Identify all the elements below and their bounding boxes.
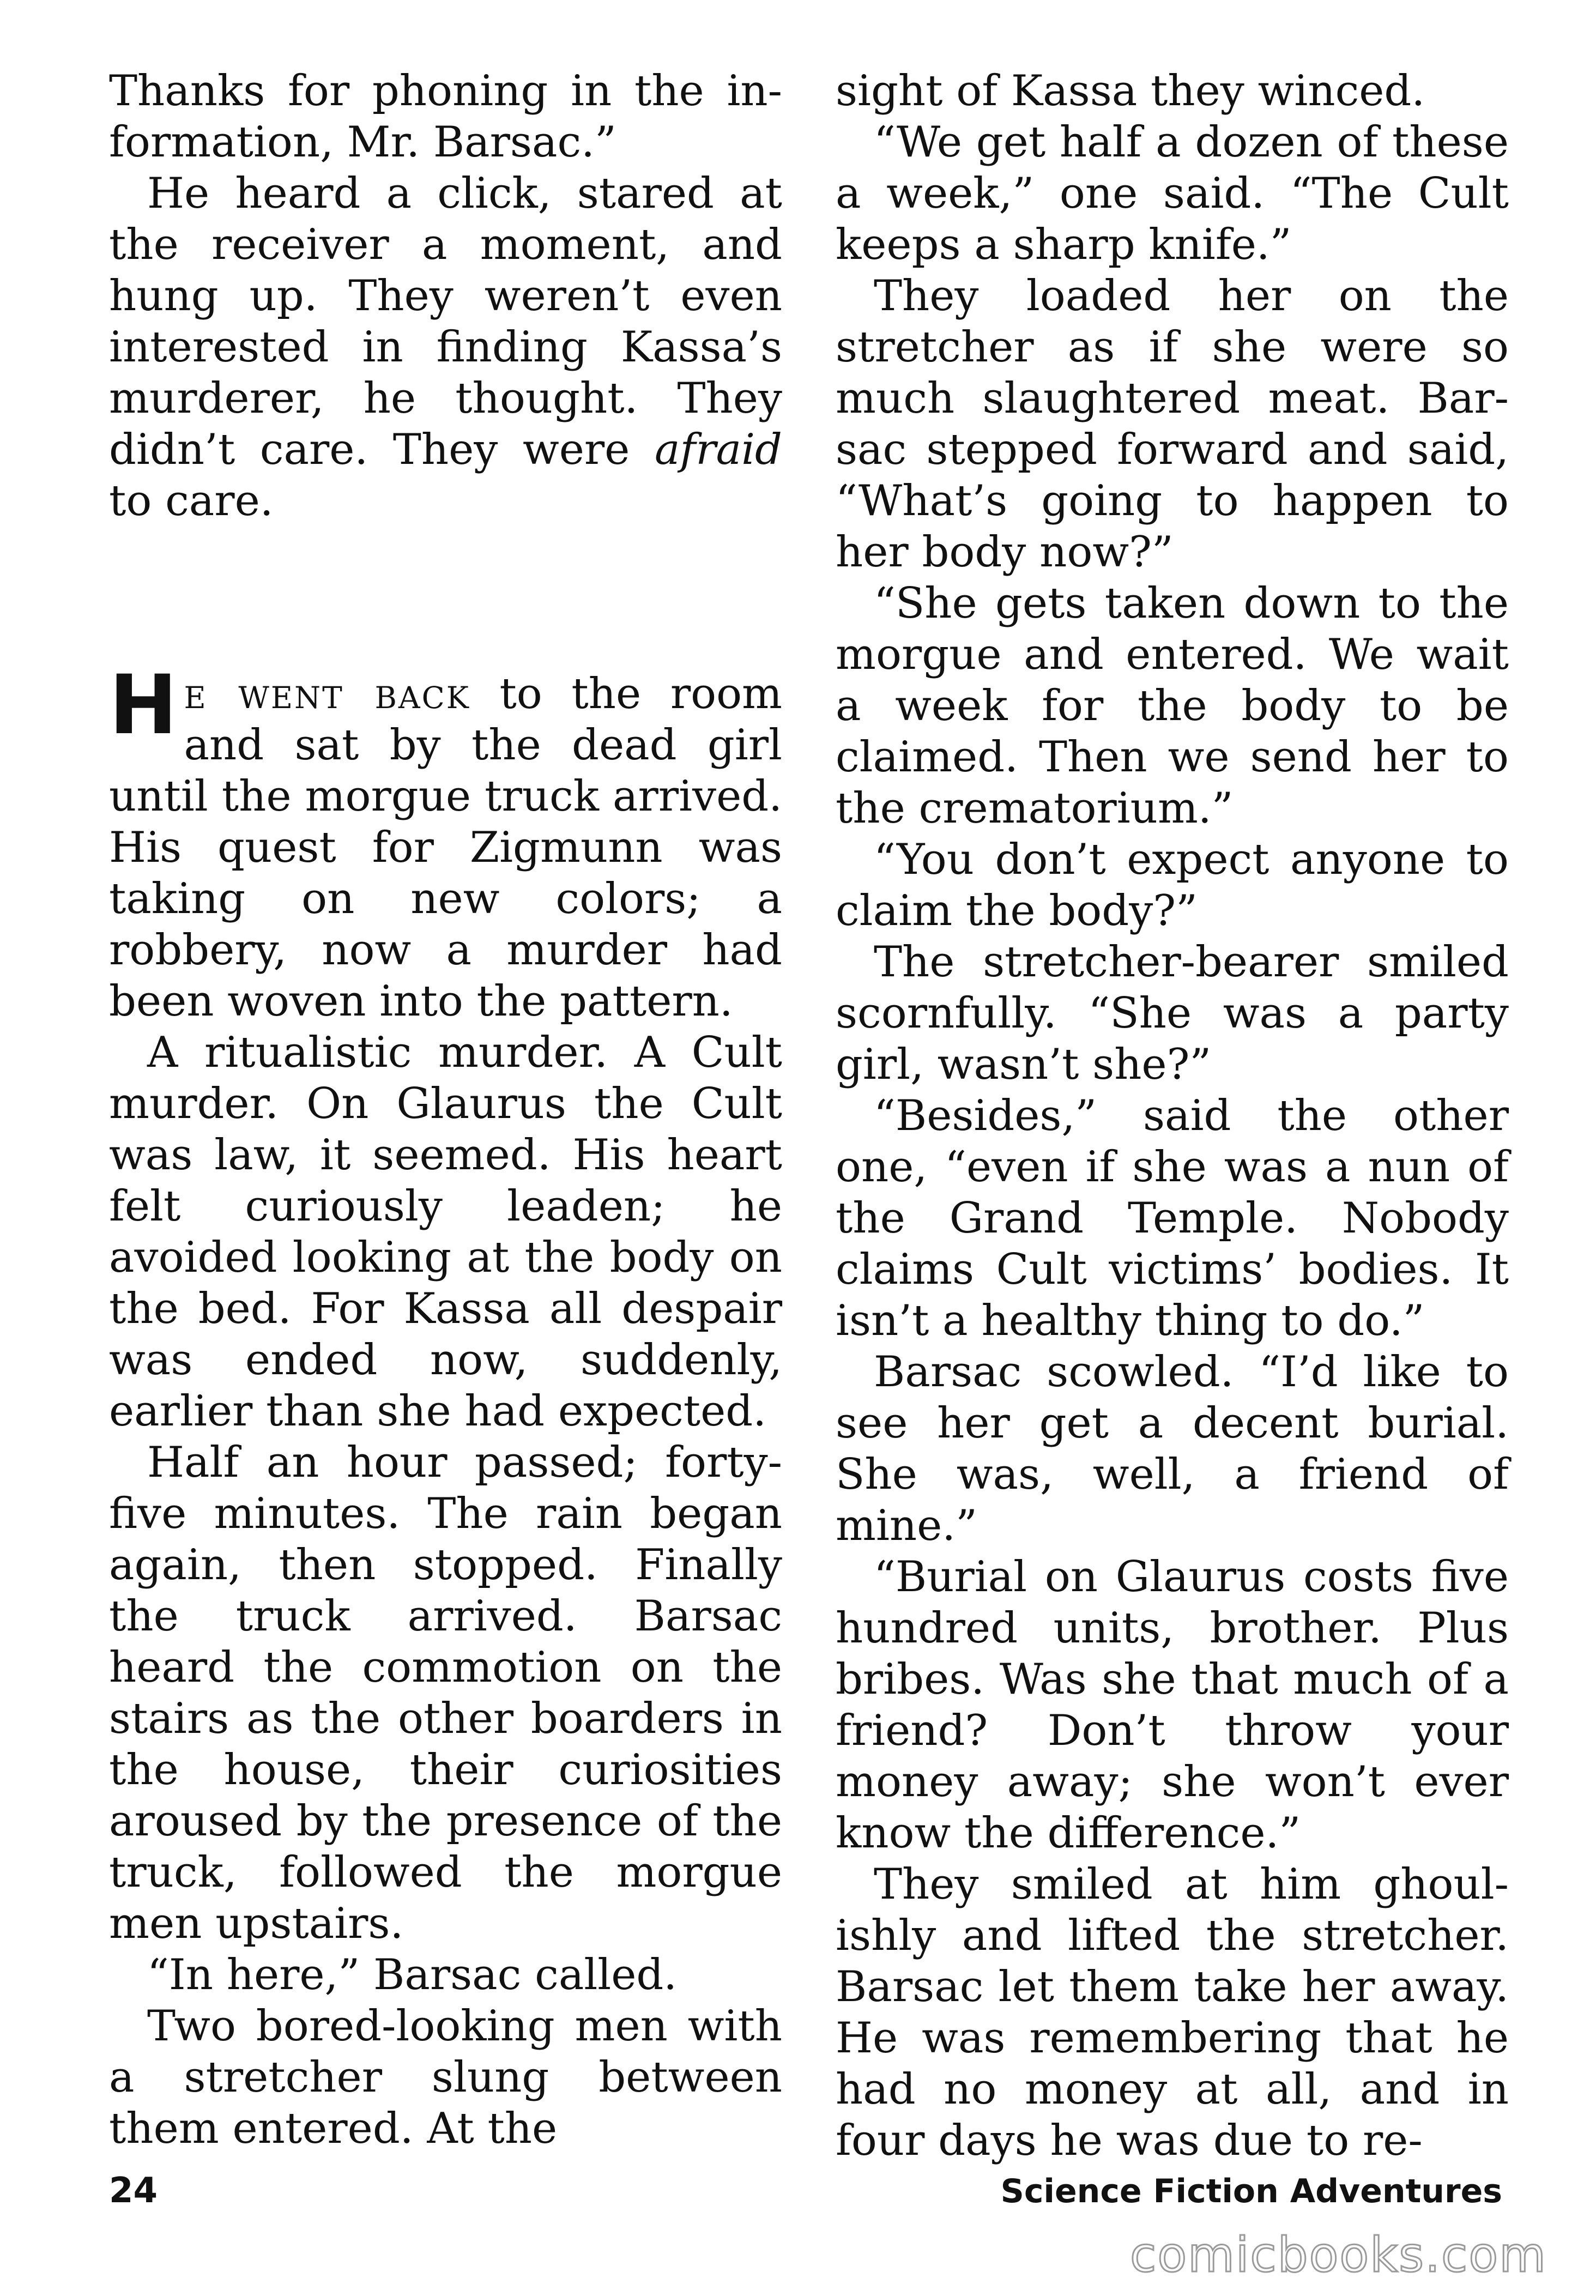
left-text-column (109, 65, 782, 2154)
paragraph: “Burial on Glaurus costs five hundred units, brother. Plus bribes. Was she that much of a friend? Don’t throw your money away; she won’t ever know the difference.” (836, 1552, 1509, 1858)
paragraph: The stretcher-bearer smiled scornfully. “She was a party girl, wasn’t she?” (836, 938, 1509, 1089)
emphasized-word: afraid (654, 425, 782, 474)
paragraph: Two bored-looking men with a stretcher slung between them entered. At the (109, 2002, 782, 2153)
paragraph: “She gets taken down to the morgue and entered. We wait a week for the body to be claimed. Then we send her to the crematorium.” (836, 579, 1509, 833)
paragraph (109, 168, 782, 527)
paragraph: sight of Kassa they winced. (836, 67, 1425, 116)
paragraph: Half an hour passed; forty-five minutes. The rain began again, then stopped. Finally the truck arrived. Barsac heard the commotion on the stairs as the other boarders in the house, their curiosities aroused by the presence of the truck, followed the morgue men upstairs. (109, 1438, 782, 1948)
paragraph: “We get half a dozen of these a week,” one said. “The Cult keeps a sharp knife.” (836, 118, 1509, 269)
drop-cap: H (109, 658, 178, 753)
running-footer-title: Science Fiction Adventures (1000, 2172, 1502, 2210)
paragraph-text: He heard a click, stared at the receiver a moment, and hung up. They weren’t even interested in finding Kassa’s murderer, he thought. They didn’t care. They were (109, 169, 782, 474)
watermark: comicbooks.com (1129, 2227, 1547, 2283)
page-number: 24 (109, 2171, 158, 2211)
paragraph: They smiled at him ghoulishly and lifted the stretcher. Barsac let them take her away. He was remembering that he had no money at all, and in four days he was due to re- (836, 1860, 1509, 2165)
paragraph: Barsac scowled. “I’d like to see her get a decent burial. She was, well, a friend of mine.” (836, 1348, 1509, 1550)
paragraph-text: to care. (109, 476, 274, 525)
right-text-column (836, 65, 1509, 2166)
paragraph: Thanks for phoning in the information, Mr. Barsac.” (109, 67, 782, 167)
small-caps-lead: e went back (184, 669, 470, 718)
paragraph: “In here,” Barsac called. (147, 1950, 678, 1999)
paragraph: They loaded her on the stretcher as if she were so much slaughtered meat. Barsac stepped forward and said, “What’s going to happen to her body now?” (836, 271, 1509, 577)
paragraph: “You don’t expect anyone to claim the body?” (836, 835, 1509, 935)
paragraph: “Besides,” said the other one, “even if she was a nun of the Grand Temple. Nobody claims Cult victims’ bodies. It isn’t a healthy thing to do.” (836, 1091, 1509, 1345)
section-opening-paragraph (109, 658, 782, 1027)
paragraph: A ritualistic murder. A Cult murder. On Glaurus the Cult was law, it seemed. His heart felt curiously leaden; he avoided looking at the body on the bed. For Kassa all despair was ended now, suddenly, earlier than she had expected. (109, 1028, 782, 1436)
paragraph-text: to the room and sat by the dead girl until the morgue truck arrived. His quest for Zigmunn was taking on new colors; a robbery, now a murder had been woven into the pattern. (109, 669, 782, 1026)
